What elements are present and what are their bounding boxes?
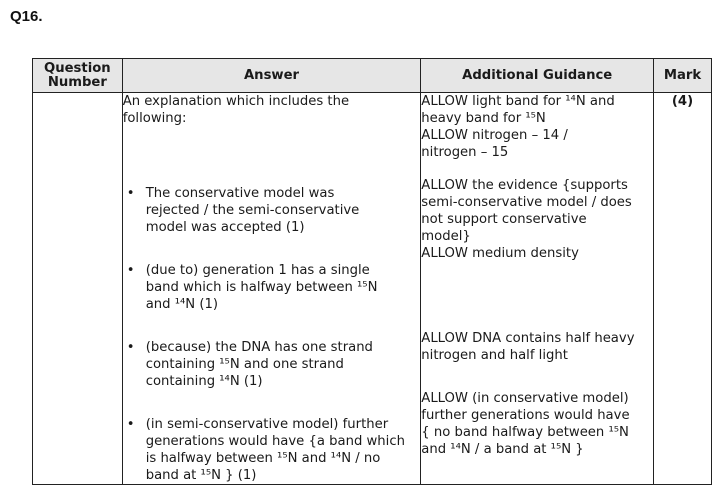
- guidance-6: ALLOW (in conservative model) further generations would have { no band halfway between ¹⁵N and ¹⁴N / a band at ¹⁵N }: [421, 391, 630, 457]
- guidance-3: ALLOW the evidence {supports semi-conservative model / does not support conservative model}: [421, 178, 632, 244]
- answer-point-4: • (in semi-conservative model) further generations would have {a band which is halfway between ¹⁵N and ¹⁴N / no band at ¹⁵N } (1): [123, 416, 416, 484]
- guidance-cell: [421, 93, 654, 485]
- answer-point-1: • The conservative model was rejected / the semi-conservative model was accepted (1): [123, 185, 391, 236]
- answer-points: [123, 185, 421, 484]
- answer-cell: [122, 93, 421, 485]
- guidance-5: ALLOW DNA contains half heavy nitrogen and half light: [421, 331, 635, 363]
- header-answer: Answer: [122, 59, 421, 93]
- answer-intro: An explanation which includes the following:: [122, 94, 350, 126]
- header-question-number: Question Number: [33, 59, 123, 93]
- guidance-4: ALLOW medium density: [421, 246, 579, 261]
- guidance-2: ALLOW nitrogen – 14 / nitrogen – 15: [421, 128, 568, 160]
- guidance-1: ALLOW light band for ¹⁴N and heavy band for ¹⁵N: [421, 94, 615, 126]
- answer-point-2: • (due to) generation 1 has a single band which is halfway between ¹⁵N and ¹⁴N (1): [123, 262, 391, 313]
- question-label: Q16.: [10, 8, 43, 25]
- mark-cell: (4): [654, 93, 712, 485]
- answer-row: [33, 93, 712, 485]
- mark-scheme-table: [32, 58, 712, 485]
- header-row: [33, 59, 712, 93]
- header-mark: Mark: [654, 59, 712, 93]
- header-additional-guidance: Additional Guidance: [421, 59, 654, 93]
- answer-point-3: • (because) the DNA has one strand containing ¹⁵N and one strand containing ¹⁴N (1): [123, 339, 400, 390]
- question-number-cell: [33, 93, 123, 485]
